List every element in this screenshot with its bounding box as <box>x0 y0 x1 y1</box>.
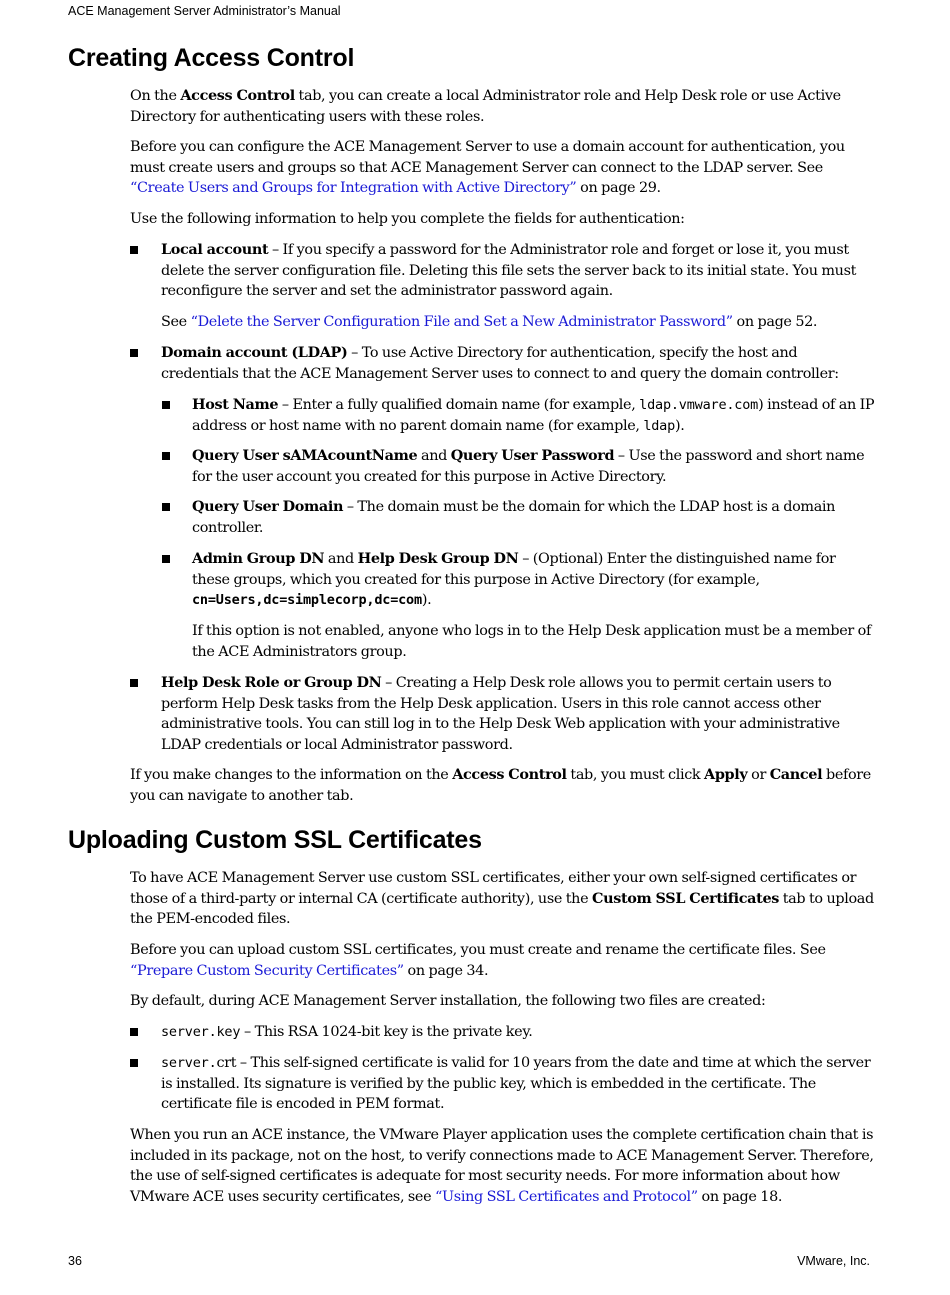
list-item-server-crt: server.crt – This self-signed certificate is valid for 10 years from the date and time at which the server is installed. Its signature is verified by the public key, which is embedded in the certificate. The certificate file is encoded in PEM format. <box>161 1055 871 1112</box>
bullet-square-icon <box>130 1059 138 1067</box>
bullet-square-icon <box>162 503 170 511</box>
bullet-square-icon <box>162 555 170 563</box>
link-delete-server-config[interactable]: “Delete the Server Configuration File and Set a New Administrator Password” <box>190 314 733 330</box>
section-title-access-control: Creating Access Control <box>68 44 355 72</box>
ssl-prerequisite-paragraph: Before you can upload custom SSL certificates, you must create and rename the certificate files. See “Prepare Custom Security Certificates” on page 34. <box>130 942 826 979</box>
sublist-item-query-user: Query User sAMAcountName and Query User Password – Use the password and short name for the user account you created for this purpose in Active Directory. <box>192 447 865 485</box>
bullet-square-icon <box>130 679 138 687</box>
list-item-local-account: Local account – If you specify a password for the Administrator role and forget or lose it, you must delete the server configuration file. Deleting this file sets the server back to its initial state. You must reconfigure the server and set the administrator password again. <box>161 241 857 299</box>
bullet-square-icon <box>130 349 138 357</box>
ssl-intro-paragraph: To have ACE Management Server use custom SSL certificates, either your own self-signed certificates or those of a third-party or internal CA (certificate authority), use the Custom SSL Certificates tab to upload the PEM-encoded files. <box>130 870 874 927</box>
bullet-square-icon <box>162 452 170 460</box>
intro-paragraph: On the Access Control tab, you can create a local Administrator role and Help Desk role or use Active Directory for authenticating users with these roles. <box>130 87 841 125</box>
fields-intro-paragraph: Use the following information to help you complete the fields for authentication: <box>130 211 685 227</box>
local-account-see-also: See “Delete the Server Configuration File and Set a New Administrator Password” on page 52. <box>161 314 818 330</box>
page-number: 36 <box>68 1254 82 1268</box>
list-item-server-key: server.key – This RSA 1024-bit key is the private key. <box>161 1024 533 1040</box>
admin-group-note: If this option is not enabled, anyone who logs in to the Help Desk application must be a member of the ACE Administrators group. <box>192 623 871 660</box>
link-prepare-custom-certificates[interactable]: “Prepare Custom Security Certificates” <box>130 962 404 979</box>
link-create-users-groups[interactable]: “Create Users and Groups for Integration with Active Directory” <box>130 180 577 196</box>
footer-company: VMware, Inc. <box>797 1254 870 1268</box>
bullet-square-icon <box>130 1028 138 1036</box>
sublist-item-query-domain: Query User Domain – The domain must be the domain for which the LDAP host is a domain controller. <box>192 498 836 536</box>
link-using-ssl-certificates[interactable]: “Using SSL Certificates and Protocol” <box>435 1188 698 1205</box>
list-item-help-desk-role: Help Desk Role or Group DN – Creating a Help Desk role allows you to permit certain users to perform Help Desk tasks from the Help Desk application. Users in this role cannot access other administrative tools. You can still log in to the Help Desk Web application with your administrative LDAP credentials or local Administrator password. <box>161 674 840 753</box>
sublist-item-admin-group: Admin Group DN and Help Desk Group DN – (Optional) Enter the distinguished name for these groups, which you created for this purpose in Active Directory (for example, cn=Users,dc=simplecorp,dc=com). <box>192 550 836 608</box>
prerequisite-paragraph: Before you can configure the ACE Management Server to use a domain account for authentication, you must create users and groups so that ACE Management Server can connect to the LDAP server. See “Create Users and Groups for Integration with Active Directory” on page 29. <box>130 139 845 196</box>
bullet-square-icon <box>130 246 138 254</box>
running-header: ACE Management Server Administrator’s Manual <box>68 4 341 18</box>
sublist-item-host-name: Host Name – Enter a fully qualified domain name (for example, ldap.vmware.com) instead of an IP address or host name with no parent domain name (for example, ldap). <box>192 396 875 434</box>
section-title-ssl-certificates: Uploading Custom SSL Certificates <box>68 826 482 854</box>
certification-chain-paragraph: When you run an ACE instance, the VMware Player application uses the complete certification chain that is included in its package, not on the host, to verify connections made to ACE Management Server. Therefore, the use of self-signed certificates is adequate for most security needs. For more information about how VMware ACE uses security certificates, see “Using SSL Certificates and Protocol” on page 18. <box>130 1127 874 1205</box>
list-item-domain-account: Domain account (LDAP) – To use Active Directory for authentication, specify the host and credentials that the ACE Management Server uses to connect to and query the domain controller: <box>161 344 839 382</box>
apply-cancel-paragraph: If you make changes to the information on the Access Control tab, you must click Apply or Cancel before you can navigate to another tab. <box>130 766 871 804</box>
bullet-square-icon <box>162 401 170 409</box>
default-files-paragraph: By default, during ACE Management Server installation, the following two files are created: <box>130 993 766 1009</box>
